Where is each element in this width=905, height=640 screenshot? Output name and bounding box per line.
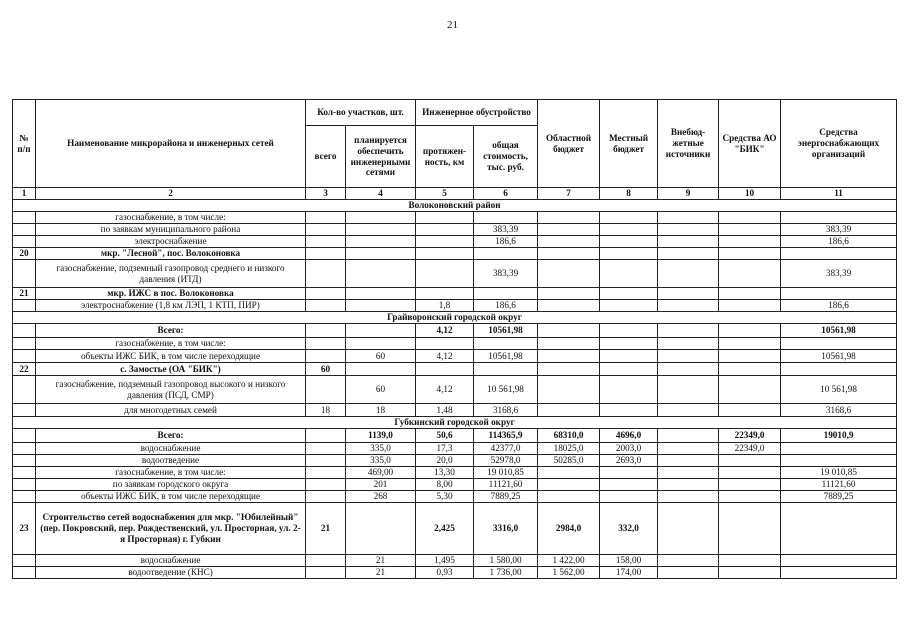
row-name-cell: водоснабжение [36, 555, 306, 567]
value-cell: 68310,0 [538, 429, 600, 443]
value-cell: 18 [306, 404, 346, 417]
row-number-cell [13, 479, 36, 491]
value-cell: 1139,0 [346, 429, 416, 443]
table-row [13, 224, 897, 236]
value-cell: 13,30 [416, 467, 474, 479]
investment-table [12, 99, 897, 579]
value-cell [600, 248, 658, 260]
value-cell [600, 350, 658, 363]
header-offbudget: Внебюд-жетные источники [658, 100, 719, 188]
value-cell [306, 567, 346, 579]
value-cell: 19 010,85 [781, 467, 897, 479]
row-number-cell [13, 443, 36, 455]
value-cell: 5,30 [416, 491, 474, 503]
header-local-budget: Местный бюджет [600, 100, 658, 188]
table-row [13, 260, 897, 288]
value-cell [781, 443, 897, 455]
value-cell [600, 300, 658, 312]
value-cell: 186,6 [474, 300, 538, 312]
value-cell: 332,0 [600, 503, 658, 555]
value-cell [538, 288, 600, 300]
value-cell [719, 236, 781, 248]
value-cell [538, 224, 600, 236]
value-cell: 335,0 [346, 455, 416, 467]
value-cell: 383,39 [474, 224, 538, 236]
value-cell [538, 363, 600, 376]
value-cell [538, 236, 600, 248]
value-cell [600, 491, 658, 503]
value-cell [538, 479, 600, 491]
value-cell [719, 404, 781, 417]
value-cell [306, 491, 346, 503]
column-number: 1 [13, 188, 36, 200]
value-cell [658, 350, 719, 363]
value-cell [538, 260, 600, 288]
value-cell [306, 324, 346, 338]
value-cell [719, 376, 781, 404]
table-row [13, 491, 897, 503]
value-cell [658, 260, 719, 288]
row-name-cell: по заявкам муниципального района [36, 224, 306, 236]
value-cell: 4,12 [416, 350, 474, 363]
value-cell: 268 [346, 491, 416, 503]
value-cell [719, 455, 781, 467]
value-cell [306, 443, 346, 455]
value-cell [600, 404, 658, 417]
section-title: Волоконовский район [13, 200, 897, 212]
value-cell [416, 224, 474, 236]
row-number-cell [13, 350, 36, 363]
table-row [13, 555, 897, 567]
table-row [13, 479, 897, 491]
value-cell: 1 736,00 [474, 567, 538, 579]
header-length: протяжен-ность, км [416, 126, 474, 188]
column-number: 11 [781, 188, 897, 200]
value-cell: 18 [346, 404, 416, 417]
value-cell [306, 376, 346, 404]
row-number-cell: 21 [13, 288, 36, 300]
value-cell [538, 404, 600, 417]
value-cell [346, 224, 416, 236]
value-cell: 4,12 [416, 376, 474, 404]
header-name: Наименование микрорайона и инженерных сетей [36, 100, 306, 188]
value-cell: 22349,0 [719, 443, 781, 455]
row-name-cell: водоотведение (КНС) [36, 567, 306, 579]
value-cell [658, 212, 719, 224]
column-number: 8 [600, 188, 658, 200]
row-number-cell [13, 260, 36, 288]
value-cell: 22349,0 [719, 429, 781, 443]
value-cell [781, 212, 897, 224]
value-cell: 21 [346, 567, 416, 579]
value-cell: 60 [306, 363, 346, 376]
table-body [13, 200, 897, 579]
header-cost: общая стоимость, тыс. руб. [474, 126, 538, 188]
value-cell [781, 363, 897, 376]
value-cell [538, 300, 600, 312]
value-cell: 10 561,98 [781, 376, 897, 404]
row-number-cell [13, 404, 36, 417]
value-cell [306, 260, 346, 288]
value-cell: 1 422,00 [538, 555, 600, 567]
value-cell [306, 555, 346, 567]
value-cell [658, 467, 719, 479]
row-name-cell: по заявкам городского округа [36, 479, 306, 491]
value-cell [474, 212, 538, 224]
value-cell: 4,12 [416, 324, 474, 338]
section-title: Губкинский городской округ [13, 417, 897, 429]
value-cell [346, 248, 416, 260]
column-number: 6 [474, 188, 538, 200]
value-cell [346, 288, 416, 300]
column-numbers-row [13, 188, 897, 200]
value-cell [658, 479, 719, 491]
row-name-cell: Всего: [36, 324, 306, 338]
row-name-cell: мкр. "Лесной", пос. Волоконовка [36, 248, 306, 260]
value-cell: 11121,60 [474, 479, 538, 491]
value-cell [306, 429, 346, 443]
section-row [13, 200, 897, 212]
column-number: 3 [306, 188, 346, 200]
table-row [13, 212, 897, 224]
value-cell: 186,6 [781, 300, 897, 312]
row-name-cell: газоснабжение, в том числе: [36, 467, 306, 479]
value-cell [719, 260, 781, 288]
value-cell [306, 455, 346, 467]
value-cell [658, 455, 719, 467]
value-cell [781, 503, 897, 555]
value-cell [474, 363, 538, 376]
value-cell [306, 467, 346, 479]
value-cell [719, 224, 781, 236]
value-cell [719, 350, 781, 363]
column-number: 10 [719, 188, 781, 200]
value-cell [346, 503, 416, 555]
value-cell [306, 236, 346, 248]
value-cell [658, 555, 719, 567]
row-number-cell [13, 467, 36, 479]
row-name-cell: электроснабжение [36, 236, 306, 248]
section-row [13, 417, 897, 429]
row-name-cell: газоснабжение, подземный газопровод среднего и низкого давления (ИТД) [36, 260, 306, 288]
row-name-cell: водоотведение [36, 455, 306, 467]
value-cell [416, 338, 474, 350]
value-cell [781, 338, 897, 350]
value-cell [306, 350, 346, 363]
value-cell [306, 479, 346, 491]
row-number-cell [13, 324, 36, 338]
row-name-cell: газоснабжение, подземный газопровод высокого и низкого давления (ПСД, СМР) [36, 376, 306, 404]
value-cell [719, 324, 781, 338]
value-cell: 4696,0 [600, 429, 658, 443]
value-cell: 7889,25 [474, 491, 538, 503]
table-row [13, 455, 897, 467]
value-cell: 10 561,98 [474, 376, 538, 404]
row-number-cell [13, 455, 36, 467]
value-cell [658, 376, 719, 404]
page-number: 21 [447, 19, 458, 31]
value-cell: 10561,98 [474, 350, 538, 363]
column-number: 2 [36, 188, 306, 200]
value-cell: 2984,0 [538, 503, 600, 555]
value-cell [658, 224, 719, 236]
value-cell [346, 300, 416, 312]
value-cell [658, 567, 719, 579]
header-total: всего [306, 126, 346, 188]
row-number-cell: 20 [13, 248, 36, 260]
row-name-cell: электроснабжение (1,8 км ЛЭП, 1 КТП, ПИР) [36, 300, 306, 312]
value-cell [600, 467, 658, 479]
table-row [13, 376, 897, 404]
value-cell [658, 236, 719, 248]
value-cell [658, 288, 719, 300]
table-row [13, 324, 897, 338]
value-cell [306, 288, 346, 300]
value-cell: 21 [346, 555, 416, 567]
value-cell: 383,39 [474, 260, 538, 288]
value-cell [658, 363, 719, 376]
value-cell: 19 010,85 [474, 467, 538, 479]
table-row [13, 429, 897, 443]
value-cell [781, 455, 897, 467]
header-engineering: Инженерное обустройство [416, 100, 538, 126]
value-cell [719, 491, 781, 503]
row-number-cell [13, 491, 36, 503]
value-cell [600, 224, 658, 236]
row-number-cell [13, 224, 36, 236]
value-cell [346, 324, 416, 338]
header-planned: планируется обеспечить инженерными сетями [346, 126, 416, 188]
table-row [13, 467, 897, 479]
row-number-cell [13, 555, 36, 567]
value-cell [306, 224, 346, 236]
value-cell [474, 338, 538, 350]
value-cell: 3168,6 [474, 404, 538, 417]
row-number-cell [13, 567, 36, 579]
value-cell [719, 288, 781, 300]
value-cell [600, 288, 658, 300]
section-title: Грайворонский городской округ [13, 312, 897, 324]
value-cell: 1,495 [416, 555, 474, 567]
value-cell [474, 288, 538, 300]
value-cell [719, 248, 781, 260]
value-cell: 1 562,00 [538, 567, 600, 579]
value-cell: 21 [306, 503, 346, 555]
table-row [13, 288, 897, 300]
value-cell [306, 300, 346, 312]
value-cell [538, 350, 600, 363]
value-cell: 1,48 [416, 404, 474, 417]
value-cell: 11121,60 [781, 479, 897, 491]
table-row [13, 350, 897, 363]
value-cell [346, 212, 416, 224]
row-number-cell [13, 212, 36, 224]
value-cell: 383,39 [781, 260, 897, 288]
value-cell: 3316,0 [474, 503, 538, 555]
value-cell [474, 248, 538, 260]
row-name-cell: для многодетных семей [36, 404, 306, 417]
value-cell [538, 324, 600, 338]
value-cell [346, 338, 416, 350]
value-cell [719, 467, 781, 479]
value-cell [600, 363, 658, 376]
value-cell [538, 212, 600, 224]
row-name-cell: объекты ИЖС БИК, в том числе переходящие [36, 491, 306, 503]
row-name-cell: с. Замостье (ОА "БИК") [36, 363, 306, 376]
value-cell: 0,93 [416, 567, 474, 579]
value-cell: 186,6 [474, 236, 538, 248]
value-cell [416, 260, 474, 288]
value-cell [719, 300, 781, 312]
value-cell [658, 503, 719, 555]
value-cell [600, 376, 658, 404]
value-cell: 383,39 [781, 224, 897, 236]
header-energy-funds: Средства энергоснабжающих организаций [781, 100, 897, 188]
value-cell [416, 212, 474, 224]
table-row [13, 503, 897, 555]
value-cell: 10561,98 [781, 324, 897, 338]
value-cell [600, 338, 658, 350]
row-name-cell: объекты ИЖС БИК, в том числе переходящие [36, 350, 306, 363]
table-row [13, 236, 897, 248]
header-plots: Кол-во участков, шт. [306, 100, 416, 126]
column-number: 9 [658, 188, 719, 200]
table-row [13, 363, 897, 376]
value-cell [719, 503, 781, 555]
value-cell [306, 338, 346, 350]
row-number-cell [13, 338, 36, 350]
value-cell [538, 467, 600, 479]
value-cell [600, 324, 658, 338]
row-number-cell: 23 [13, 503, 36, 555]
value-cell: 158,00 [600, 555, 658, 567]
value-cell [658, 429, 719, 443]
value-cell [416, 363, 474, 376]
value-cell [600, 212, 658, 224]
value-cell: 60 [346, 376, 416, 404]
value-cell: 60 [346, 350, 416, 363]
header-regional-budget: Областной бюджет [538, 100, 600, 188]
value-cell: 2003,0 [600, 443, 658, 455]
value-cell: 114365,9 [474, 429, 538, 443]
value-cell [346, 363, 416, 376]
column-number: 4 [346, 188, 416, 200]
section-row [13, 312, 897, 324]
value-cell [719, 555, 781, 567]
value-cell: 10561,98 [474, 324, 538, 338]
value-cell: 50285,0 [538, 455, 600, 467]
value-cell [416, 288, 474, 300]
value-cell [658, 300, 719, 312]
row-name-cell: газоснабжение, в том числе: [36, 338, 306, 350]
value-cell: 19010,9 [781, 429, 897, 443]
value-cell [719, 479, 781, 491]
row-name-cell: Всего: [36, 429, 306, 443]
row-name-cell: Строительство сетей водоснабжения для мкр. "Юбилейный" (пер. Покровский, пер. Рождественский, ул. Просторная, ул. 2-я Просторная) г. Губкин [36, 503, 306, 555]
value-cell [600, 236, 658, 248]
row-name-cell: водоснабжение [36, 443, 306, 455]
value-cell [719, 338, 781, 350]
value-cell [306, 248, 346, 260]
table-row [13, 443, 897, 455]
value-cell: 10561,98 [781, 350, 897, 363]
row-number-cell [13, 300, 36, 312]
value-cell: 469,00 [346, 467, 416, 479]
value-cell [600, 479, 658, 491]
value-cell [538, 248, 600, 260]
value-cell [719, 212, 781, 224]
header-bik-funds: Средства АО "БИК" [719, 100, 781, 188]
value-cell: 2693,0 [600, 455, 658, 467]
row-name-cell: газоснабжение, в том числе: [36, 212, 306, 224]
value-cell [538, 338, 600, 350]
value-cell: 18025,0 [538, 443, 600, 455]
value-cell: 3168,6 [781, 404, 897, 417]
value-cell [658, 491, 719, 503]
value-cell: 335,0 [346, 443, 416, 455]
value-cell [658, 443, 719, 455]
value-cell: 8,00 [416, 479, 474, 491]
value-cell [781, 288, 897, 300]
value-cell [346, 236, 416, 248]
value-cell [658, 324, 719, 338]
value-cell [538, 491, 600, 503]
value-cell: 52978,0 [474, 455, 538, 467]
value-cell [658, 248, 719, 260]
value-cell: 186,6 [781, 236, 897, 248]
value-cell: 17,3 [416, 443, 474, 455]
value-cell [346, 260, 416, 288]
value-cell: 1 580,00 [474, 555, 538, 567]
header-num: № п/п [13, 100, 36, 188]
value-cell: 201 [346, 479, 416, 491]
value-cell [538, 376, 600, 404]
row-number-cell [13, 429, 36, 443]
value-cell [719, 363, 781, 376]
value-cell [416, 236, 474, 248]
value-cell [600, 260, 658, 288]
value-cell: 50,6 [416, 429, 474, 443]
value-cell [658, 404, 719, 417]
value-cell: 2,425 [416, 503, 474, 555]
value-cell [306, 212, 346, 224]
value-cell [781, 567, 897, 579]
value-cell [658, 338, 719, 350]
column-number: 7 [538, 188, 600, 200]
value-cell [781, 555, 897, 567]
row-number-cell [13, 376, 36, 404]
value-cell: 1,8 [416, 300, 474, 312]
row-number-cell [13, 236, 36, 248]
value-cell: 42377,0 [474, 443, 538, 455]
column-number: 5 [416, 188, 474, 200]
value-cell [416, 248, 474, 260]
row-name-cell: мкр. ИЖС в пос. Волоконовка [36, 288, 306, 300]
table-row [13, 248, 897, 260]
table-row [13, 300, 897, 312]
value-cell: 20,0 [416, 455, 474, 467]
value-cell: 7889,25 [781, 491, 897, 503]
table-row [13, 567, 897, 579]
table-row [13, 404, 897, 417]
value-cell [719, 567, 781, 579]
row-number-cell: 22 [13, 363, 36, 376]
value-cell: 174,00 [600, 567, 658, 579]
value-cell [781, 248, 897, 260]
table-row [13, 338, 897, 350]
